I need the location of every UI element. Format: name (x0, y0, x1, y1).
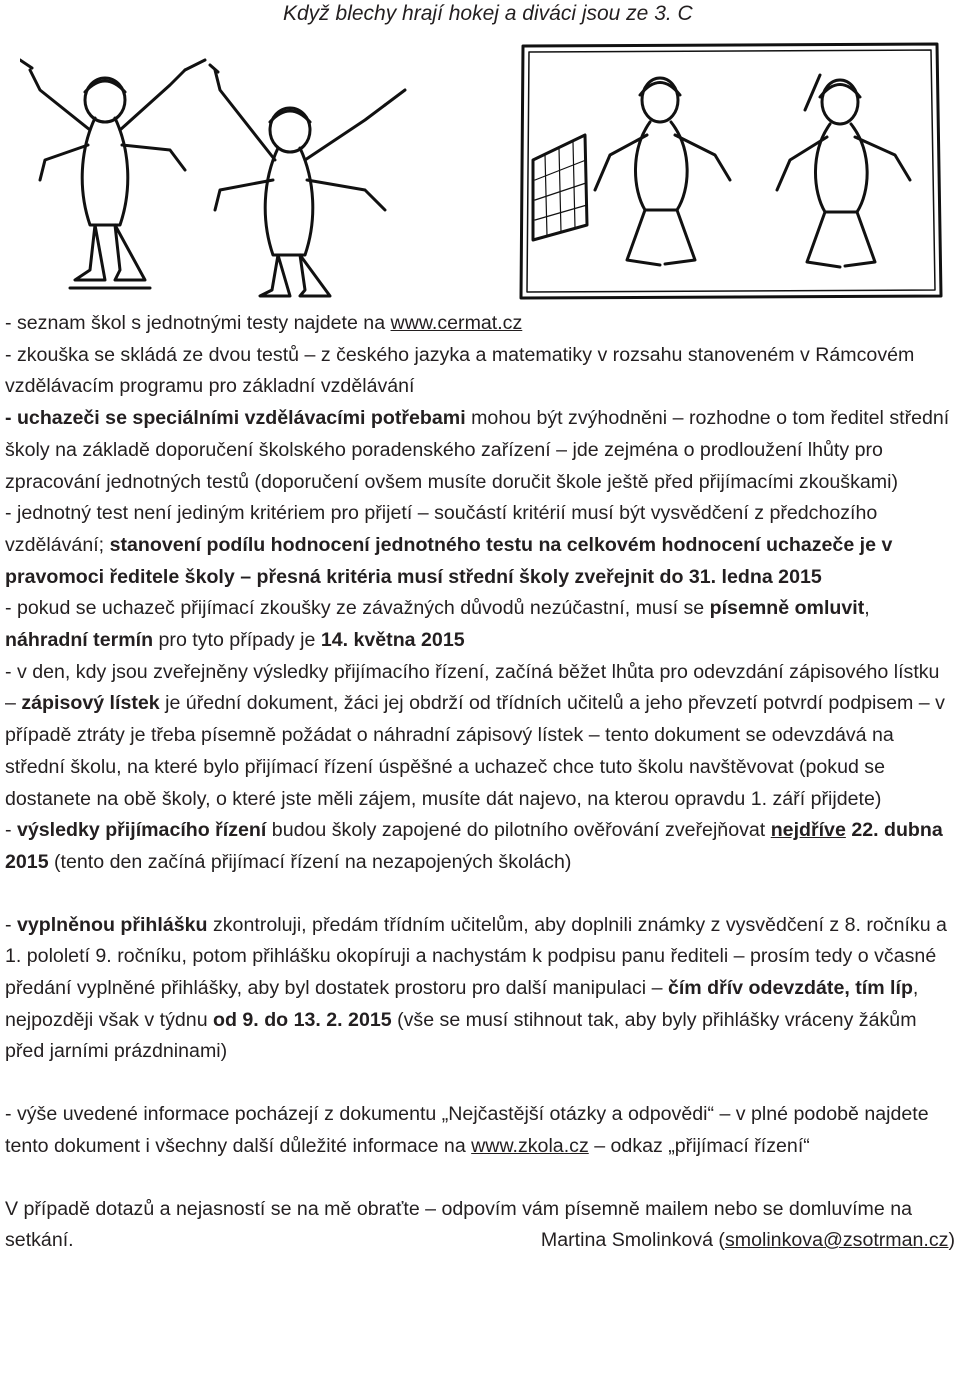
paragraph-source: - výše uvedené informace pocházejí z dokumentu „Nejčastější otázky a odpovědi“ – v plné podobě najdete tento dokument i všechny další důležité informace na www.zkola.cz – odkaz „přijímací řízení“ (5, 1103, 929, 1157)
paragraph-enrollment-slip: - v den, kdy jsou zveřejněny výsledky přijímacího řízení, začíná běžet lhůta pro odevzdání zápisového lístku – zápisový lístek je úřední dokument, žáci jej obdrží od třídních učitelů a jeho převzetí potvrdí podpisem – v případě ztráty je třeba písemně požádat o náhradní zápisový lístek – tento dokument se odevzdává na střední školu, na které bylo přijímací řízení úspěšné a uchazeč chce tuto školu navštěvovat (pokud se dostanete na obě školy, o které jste měli zájem, musíte dát najevo, na kterou opravdu 1. září přijdete) (5, 660, 945, 810)
email-link[interactable]: smolinkova@zsotrman.cz (724, 1229, 949, 1252)
link-zkola[interactable]: www.zkola.cz (471, 1134, 589, 1157)
paragraph-cermat: - seznam škol s jednotnými testy najdete na www.cermat.cz (5, 312, 523, 334)
page-caption: Když blechy hrají hokej a diváci jsou ze 3. C (283, 2, 693, 25)
paragraph-criteria: - jednotný test není jediným kritériem pro přijetí – součástí kritérií musí být vysvědčení z předchozího vzdělávání; stanovení podílu hodnocení jednotného testu na celkovém hodnocení uchazeče je v pravomoci ředitele školy – přesná kritéria musí střední školy zveřejnit do 31. ledna 2015 (5, 502, 893, 588)
paragraph-contact: V případě dotazů a nejasností se na mě obraťte – odpovím vám písemně mailem nebo se domluvíme na setkání. Martina Smolinková (smolinkova@zsotrman.cz) (5, 1194, 955, 1257)
hockey-scene-drawing (515, 40, 945, 302)
paragraph-application: - vyplněnou přihlášku zkontroluji, předám třídním učitelům, aby doplnili známky z vysvědčení z 8. ročníku a 1. pololetí 9. ročníku, potom přihlášku okopíruji a nachystám k podpisu panu řediteli – prosím tedy o včasné předání vyplněné přihlášky, aby byl dostatek prostoru pro další manipulaci – čím dřív odevzdáte, tím líp, nejpozději však v týdnu od 9. do 13. 2. 2015 (vše se musí stihnout tak, aby byly přihlášky vráceny žákům před jarními prázdninami) (5, 913, 947, 1063)
info-text (5, 308, 955, 1257)
hockey-fleas-drawing (20, 30, 440, 300)
paragraph-results: - výsledky přijímacího řízení budou školy zapojené do pilotního ověřování zveřejňovat nejdříve 22. dubna 2015 (tento den začíná přijímací řízení na nezapojených školách) (5, 819, 943, 873)
paragraph-special-needs: - uchazeči se speciálními vzdělávacími potřebami mohou být zvýhodněni – rozhodne o tom ředitel střední školy na základě doporučení školského poradenského zařízení – jde zejména o prodloužení lhůty pro zpracování jednotných testů (doporučení ovšem musíte doručit škole ještě před přijímacími zkouškami) (5, 407, 950, 493)
paragraph-exam-structure: - zkouška se skládá ze dvou testů – z českého jazyka a matematiky v rozsahu stanoveném v Rámcovém vzdělávacím programu pro základní vzdělávání (5, 343, 915, 398)
signature: Martina Smolinková (smolinkova@zsotrman.cz) (540, 1229, 955, 1252)
link-cermat[interactable]: www.cermat.cz (390, 312, 523, 334)
paragraph-absence: - pokud se uchazeč přijímací zkoušky ze závažných důvodů nezúčastní, musí se písemně omluvit, náhradní termín pro tyto případy je 14. května 2015 (5, 597, 870, 652)
